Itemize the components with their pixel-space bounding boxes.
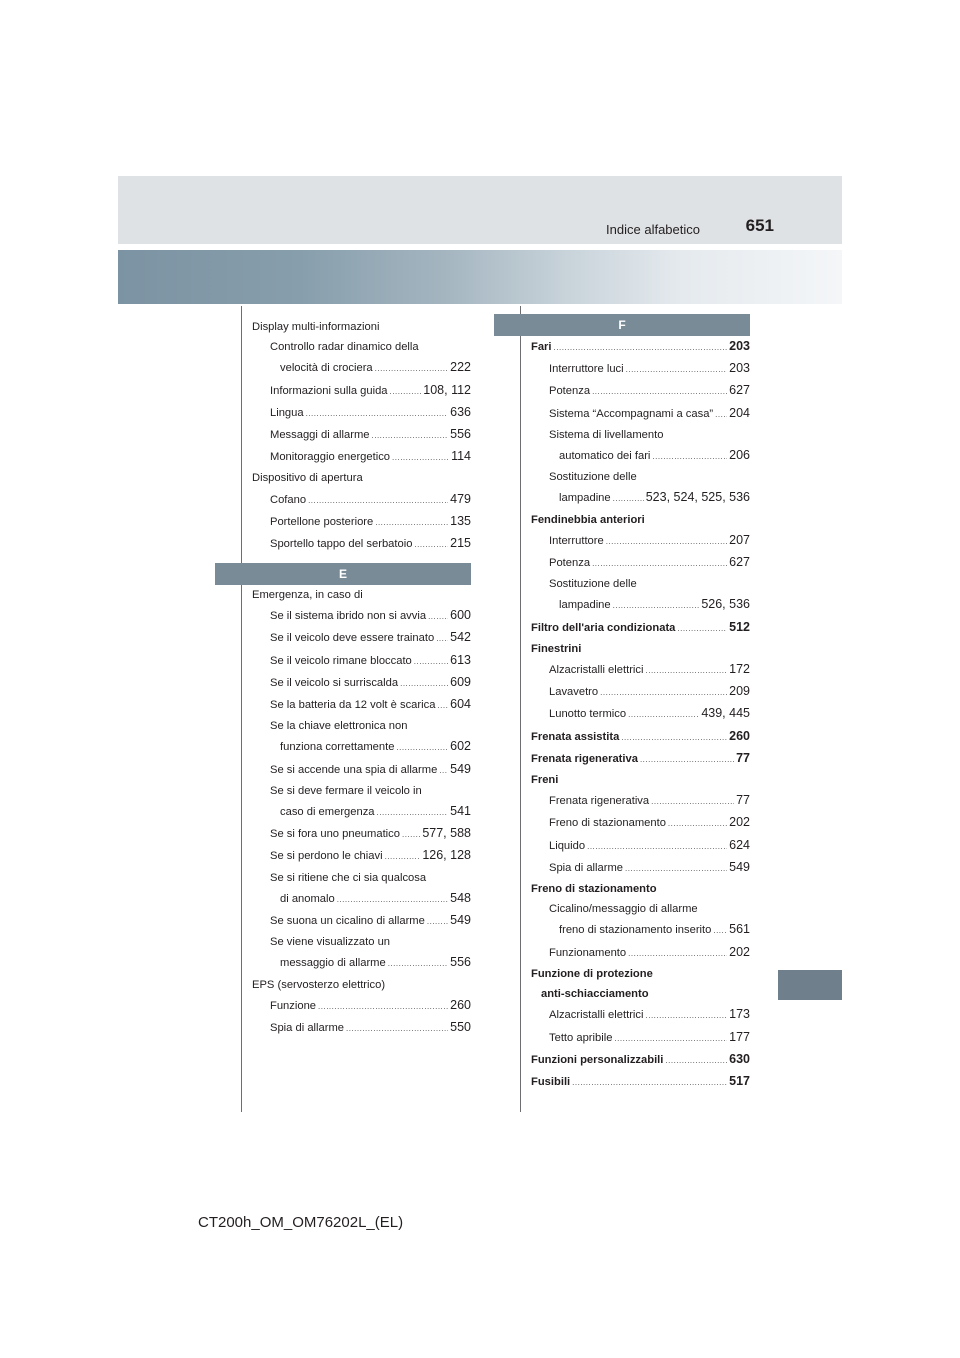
- index-entry: Sostituzione delle: [549, 578, 637, 591]
- index-entry: Cofano ..... 479: [252, 489, 471, 511]
- index-entry: lampadine ..... 526, 536: [531, 594, 750, 616]
- index-entry: Se viene visualizzato un: [270, 936, 391, 949]
- index-entry: di anomalo ..... 548: [252, 888, 471, 910]
- index-entry: funziona correttamente ..... 602: [252, 736, 471, 758]
- index-right-f: [531, 336, 750, 1093]
- index-entry: Spia di allarme ..... 549: [531, 857, 750, 879]
- index-entry: Funzioni personalizzabili ..... 630: [531, 1049, 750, 1071]
- index-entry: Se si fora uno pneumatico ..... 577, 588: [252, 823, 471, 845]
- index-entry: Se si deve fermare il veicolo in: [270, 784, 422, 797]
- index-entry: Se il veicolo si surriscalda ..... 609: [252, 672, 471, 694]
- index-entry: Se si perdono le chiavi ..... 126, 128: [252, 845, 471, 867]
- index-entry: Se la batteria da 12 volt è scarica ..... 604: [252, 694, 471, 716]
- section-side-tab: [778, 970, 842, 1000]
- index-entry: Lavavetro ..... 209: [531, 681, 750, 703]
- index-left-top: [252, 317, 471, 555]
- index-entry: Alzacristalli elettrici ..... 172: [531, 659, 750, 681]
- index-entry: lampadine ..... 523, 524, 525, 536: [531, 487, 750, 509]
- index-entry: Dispositivo di apertura: [252, 472, 363, 485]
- index-entry: Sportello tappo del serbatoio ..... 215: [252, 533, 471, 555]
- index-entry: Fendinebbia anteriori: [531, 513, 645, 526]
- index-entry: Cicalino/messaggio di allarme: [549, 903, 698, 916]
- index-entry: Controllo radar dinamico della: [270, 341, 419, 354]
- index-entry: Freni: [531, 774, 559, 787]
- letter-heading-e: E: [215, 563, 471, 585]
- page-number: 651: [745, 216, 774, 235]
- index-entry: Se si accende una spia di allarme ..... 549: [252, 759, 471, 781]
- index-entry: Portellone posteriore ..... 135: [252, 511, 471, 533]
- index-entry: Display multi-informazioni: [252, 321, 380, 333]
- index-entry: Funzione ..... 260: [252, 995, 471, 1017]
- document-code-footer: CT200h_OM_OM76202L_(EL): [198, 1214, 404, 1231]
- index-entry: Fari ..... 203: [531, 336, 750, 358]
- index-entry: Finestrini: [531, 642, 582, 655]
- index-entry: Funzionamento ..... 202: [531, 942, 750, 964]
- index-entry: velocità di crociera ..... 222: [252, 357, 471, 379]
- index-entry: Alzacristalli elettrici ..... 173: [531, 1004, 750, 1026]
- index-entry: Interruttore luci ..... 203: [531, 358, 750, 380]
- header-bar: [118, 176, 842, 244]
- index-entry: EPS (servosterzo elettrico): [252, 978, 386, 991]
- index-entry: Frenata assistita ..... 260: [531, 726, 750, 748]
- index-entry: Lunotto termico ..... 439, 445: [531, 703, 750, 725]
- right-column-rule: [520, 306, 521, 1112]
- index-entry: Messaggi di allarme ..... 556: [252, 424, 471, 446]
- index-entry: Interruttore ..... 207: [531, 530, 750, 552]
- index-entry: Se il sistema ibrido non si avvia ..... 600: [252, 605, 471, 627]
- index-entry: Potenza ..... 627: [531, 380, 750, 402]
- index-entry: Se si ritiene che ci sia qualcosa: [270, 871, 427, 884]
- index-entry: Liquido ..... 624: [531, 835, 750, 857]
- index-entry: Se il veicolo deve essere trainato ..... 542: [252, 627, 471, 649]
- index-entry: Lingua ..... 636: [252, 402, 471, 424]
- index-entry: Fusibili ..... 517: [531, 1071, 750, 1093]
- index-entry: Sistema di livellamento: [549, 428, 664, 441]
- index-entry: Tetto apribile ..... 177: [531, 1027, 750, 1049]
- header-gradient-band: [118, 250, 842, 304]
- index-entry: Informazioni sulla guida ..... 108, 112: [252, 380, 471, 402]
- index-left-e: [252, 585, 471, 1039]
- index-entry: Se la chiave elettronica non: [270, 720, 408, 733]
- index-entry: Funzione di protezione: [531, 967, 653, 980]
- index-entry: Filtro dell'aria condizionata ..... 512: [531, 617, 750, 639]
- index-entry: Sistema “Accompagnami a casa” ..... 204: [531, 403, 750, 425]
- index-entry: Se il veicolo rimane bloccato ..... 613: [252, 650, 471, 672]
- index-entry: Freno di stazionamento: [531, 883, 657, 896]
- index-entry: Sostituzione delle: [549, 471, 637, 484]
- index-entry: Potenza ..... 627: [531, 552, 750, 574]
- index-entry: Se suona un cicalino di allarme ..... 549: [252, 910, 471, 932]
- index-entry: Frenata rigenerativa ..... 77: [531, 790, 750, 812]
- left-column-rule: [241, 306, 242, 1112]
- index-entry: automatico dei fari ..... 206: [531, 445, 750, 467]
- index-entry: anti-schiacciamento: [541, 988, 649, 1001]
- index-entry: Emergenza, in caso di: [252, 589, 363, 601]
- index-entry: freno di stazionamento inserito ..... 561: [531, 919, 750, 941]
- index-entry: caso di emergenza ..... 541: [252, 801, 471, 823]
- index-entry: Spia di allarme ..... 550: [252, 1017, 471, 1039]
- index-entry: Frenata rigenerativa ..... 77: [531, 748, 750, 770]
- section-title: Indice alfabetico: [606, 222, 700, 237]
- letter-heading-f: F: [494, 314, 750, 336]
- index-entry: messaggio di allarme ..... 556: [252, 952, 471, 974]
- index-entry: Monitoraggio energetico ..... 114: [252, 446, 471, 468]
- index-entry: Freno di stazionamento ..... 202: [531, 812, 750, 834]
